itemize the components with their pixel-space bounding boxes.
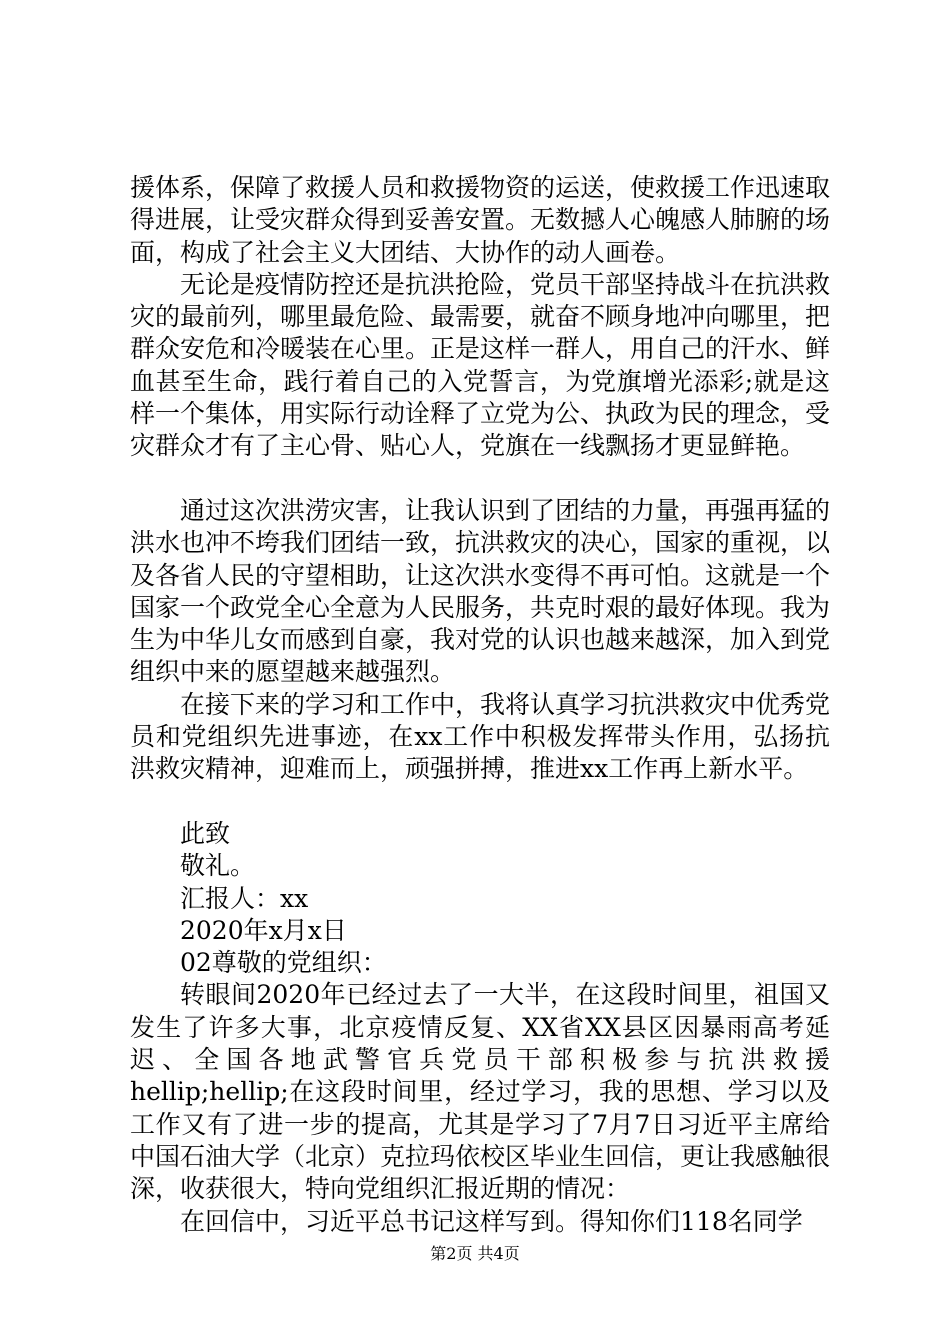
document-body [130,172,830,1238]
reporter-name: 汇报人：xx [180,883,309,913]
paragraph-continuation: 援体系，保障了救援人员和救援物资的运送，使救援工作迅速取得进展，让受灾群众得到妥善安置。无数撼人心魄感人肺腑的场面，构成了社会主义大团结、大协作的动人画卷。 [130,173,831,267]
paragraph-flood-reflection: 通过这次洪涝灾害，让我认识到了团结的力量，再强再猛的洪水也冲不垮我们团结一致，抗洪救灾的决心，国家的重视，以及各省人民的守望相助，让这次洪水变得不再可怕。这就是一个国家一个政党全心全意为人民服务，共克时艰的最好体现。我为生为中华儿女而感到自豪，我对党的认识也越来越深，加入到党组织中来的愿望越来越强烈。 [130,495,831,687]
paragraph-mid-year-summary: 转眼间2020年已经过去了一大半，在这段时间里，祖国又发生了许多大事，北京疫情反复、XX省XX县区因暴雨高考延迟、全国各地武警官兵党员干部积极参与抗洪救援hellip;hellip;在这段时间里，经过学习，我的思想、学习以及工作又有了进一步的提高，尤其是学习了7月7日习近平主席给中国石油大学（北京）克拉玛依校区毕业生回信，更让我感触很深，收获很大，特向党组织汇报近期的情况： [130,980,831,1204]
paragraph-party-members: 无论是疫情防控还是抗洪抢险，党员干部坚持战斗在抗洪救灾的最前列，哪里最危险、最需要，就奋不顾身地冲向哪里，把群众安危和冷暖装在心里。正是这样一群人，用自己的汗水、鲜血甚至生命，践行着自己的入党誓言，为党旗增光添彩;就是这样一个集体，用实际行动诠释了立党为公、执政为民的理念，受灾群众才有了主心骨、贴心人，党旗在一线飘扬才更显鲜艳。 [130,269,831,461]
page-footer [0,1244,950,1264]
report-date: 2020年x月x日 [180,915,347,945]
closing-regards: 敬礼。 [180,851,256,881]
closing-salutation: 此致 [180,818,231,848]
paragraph-future-work: 在接下来的学习和工作中，我将认真学习抗洪救灾中优秀党员和党组织先进事迹，在xx工作中积极发挥带头作用，弘扬抗洪救灾精神，迎难而上，顽强拼搏，推进xx工作再上新水平。 [130,689,831,784]
page-number: 第2页 共4页 [430,1244,520,1263]
next-report-heading: 02尊敬的党组织： [180,948,387,978]
blank-line [130,463,830,495]
paragraph-reply-letter: 在回信中，习近平总书记这样写到。得知你们118名同学 [180,1206,803,1236]
blank-line [130,786,830,818]
